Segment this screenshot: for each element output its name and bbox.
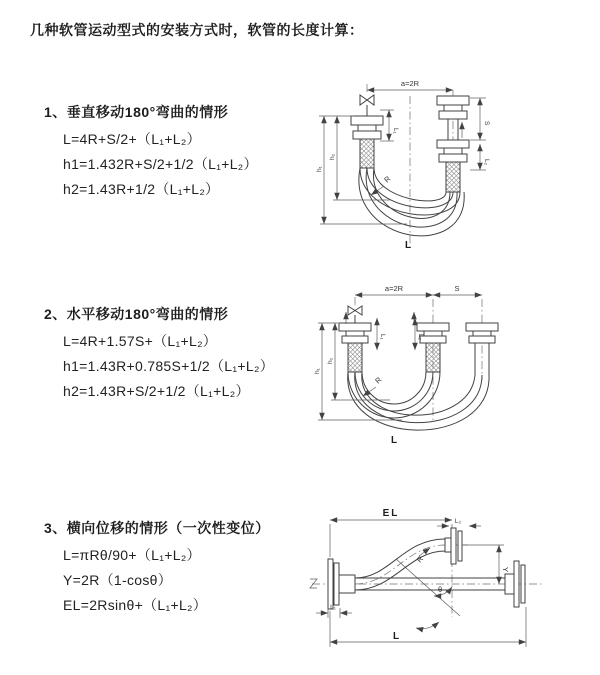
- dim-label-h1: h₁: [314, 368, 321, 374]
- formula-line: h1=1.43R+0.785S+1/2（L₁+L₂）: [63, 358, 274, 374]
- dim-label-h2: h₂: [327, 357, 334, 364]
- dim-label-y: Y: [501, 567, 510, 573]
- dim-label-l1: L₁: [379, 334, 386, 340]
- section-heading: 1、垂直移动180°弯曲的情形: [44, 104, 229, 120]
- length-label: L: [404, 240, 412, 251]
- diagram-horizontal-180-bend: [310, 280, 600, 465]
- dim-label-h2: h₂: [329, 153, 336, 160]
- dim-label-h1: h₁: [316, 166, 323, 172]
- diagram-lateral-displacement: [300, 495, 600, 660]
- formula-line: Y=2R（1-cosθ）: [63, 572, 173, 588]
- formula-line: h2=1.43R+1/2（L₁+L₂）: [63, 181, 220, 197]
- dim-label-l1: L₁: [330, 604, 336, 611]
- dim-label-l1: L₁: [392, 128, 399, 134]
- diagram-vertical-180-bend: [310, 70, 600, 260]
- left-flange: [339, 323, 371, 343]
- break-mark: [310, 579, 317, 588]
- formula-line: L=4R+S/2+（L₁+L₂）: [63, 131, 201, 147]
- formula-list: [63, 329, 274, 404]
- page-title: 几种软管运动型式的安装方式时，软管的长度计算：: [30, 22, 364, 38]
- dim-label-width: a=2R: [384, 284, 404, 293]
- left-flange: [328, 559, 355, 609]
- dim-label-width: a=2R: [400, 79, 420, 88]
- dimension-labels: [330, 508, 510, 642]
- formula-line: L=4R+1.57S+（L₁+L₂）: [63, 333, 218, 349]
- section-heading: 2、水平移动180°弯曲的情形: [44, 306, 229, 322]
- hose-u-bend: [348, 343, 489, 430]
- dim-label-l2: L₂: [454, 518, 462, 525]
- dim-label-s: S: [483, 121, 490, 126]
- right-flange-moved: [445, 528, 462, 564]
- movement-arrows: [346, 312, 414, 324]
- formula-line: h2=1.43R+S/2+1/2（L₁+L₂）: [63, 383, 250, 399]
- construction-lines: [396, 559, 460, 629]
- dim-label-el: EL: [382, 508, 400, 519]
- dim-label-l2: L₂: [483, 159, 490, 166]
- radius-label: R: [382, 174, 393, 185]
- radius-label: R: [373, 375, 384, 386]
- section-lateral-displacement: [44, 520, 270, 618]
- right-flange-upper: [437, 96, 469, 119]
- radius-label: R: [414, 554, 426, 565]
- formula-line: EL=2Rsinθ+（L₁+L₂）: [63, 597, 208, 613]
- formula-list: [63, 127, 258, 202]
- left-flange: [351, 116, 383, 139]
- right-flange-lower: [437, 140, 469, 162]
- braided-hose-sections: [348, 343, 440, 372]
- section-horizontal-movement: [44, 306, 274, 404]
- formula-list: [63, 543, 270, 618]
- length-label: L: [392, 631, 400, 642]
- angle-label: θ: [438, 585, 443, 594]
- right-flange: [466, 323, 498, 343]
- section-heading: 3、横向位移的情形（一次性变位）: [44, 520, 270, 536]
- valve-icon: [360, 84, 374, 116]
- length-label: L: [390, 435, 398, 446]
- formula-line: L=πRθ/90+（L₁+L₂）: [63, 547, 201, 563]
- dimension-lines: [318, 295, 482, 420]
- formula-line: h1=1.432R+S/2+1/2（L₁+L₂）: [63, 156, 258, 172]
- dim-label-s: S: [454, 284, 460, 293]
- dim-label-l2: L₂: [417, 334, 424, 341]
- section-vertical-movement: [44, 104, 258, 202]
- valve-icon: [348, 306, 362, 323]
- hose-s-curve: [355, 539, 445, 590]
